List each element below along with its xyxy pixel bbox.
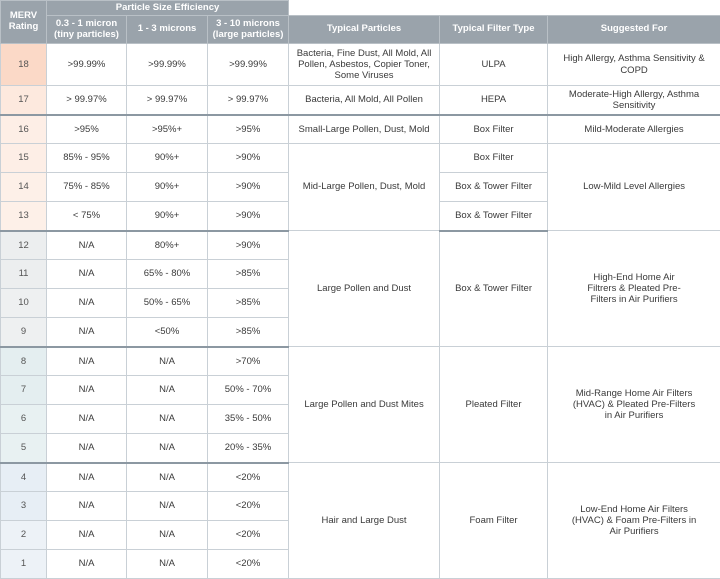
merv-rating-cell: 13: [1, 202, 47, 231]
efficiency-mid-cell: 90%+: [127, 144, 208, 173]
efficiency-mid-cell: 50% - 65%: [127, 289, 208, 318]
efficiency-tiny-cell: N/A: [47, 550, 127, 579]
typical-particles-cell: Small-Large Pollen, Dust, Mold: [289, 115, 440, 144]
efficiency-tiny-cell: N/A: [47, 318, 127, 347]
suggested-for-cell: Mild-Moderate Allergies: [548, 115, 720, 144]
typical-particles-cell: Large Pollen and Dust: [289, 231, 440, 347]
efficiency-large-cell: >85%: [208, 260, 289, 289]
efficiency-large-cell: <20%: [208, 521, 289, 550]
filter-type-cell: Pleated Filter: [440, 347, 548, 463]
merv-rating-cell: 6: [1, 405, 47, 434]
efficiency-tiny-cell: N/A: [47, 434, 127, 463]
efficiency-large-cell: > 99.97%: [208, 86, 289, 115]
efficiency-large-cell: >95%: [208, 115, 289, 144]
efficiency-large-cell: >85%: [208, 318, 289, 347]
header-spacer: [289, 1, 720, 16]
efficiency-tiny-cell: N/A: [47, 347, 127, 376]
efficiency-mid-cell: N/A: [127, 405, 208, 434]
header-particle-size-efficiency: Particle Size Efficiency: [47, 1, 289, 16]
merv-rating-cell: 11: [1, 260, 47, 289]
header-suggested-for: Suggested For: [548, 16, 720, 44]
efficiency-mid-cell: N/A: [127, 492, 208, 521]
suggested-for-cell: Low-End Home Air Filters (HVAC) & Foam Pre-Filters in Air Purifiers: [548, 463, 720, 579]
filter-type-cell: ULPA: [440, 44, 548, 86]
typical-particles-cell: Mid-Large Pollen, Dust, Mold: [289, 144, 440, 231]
efficiency-large-cell: >90%: [208, 231, 289, 260]
efficiency-mid-cell: >95%+: [127, 115, 208, 144]
filter-type-cell: Box & Tower Filter: [440, 231, 548, 347]
efficiency-large-cell: 20% - 35%: [208, 434, 289, 463]
efficiency-tiny-cell: < 75%: [47, 202, 127, 231]
efficiency-tiny-cell: N/A: [47, 463, 127, 492]
typical-particles-cell: Bacteria, All Mold, All Pollen: [289, 86, 440, 115]
merv-rating-cell: 9: [1, 318, 47, 347]
header-merv-rating: MERV Rating: [1, 1, 47, 44]
table-row: [1, 144, 720, 173]
filter-type-cell: Foam Filter: [440, 463, 548, 579]
efficiency-tiny-cell: N/A: [47, 289, 127, 318]
efficiency-mid-cell: >99.99%: [127, 44, 208, 86]
efficiency-large-cell: <20%: [208, 463, 289, 492]
efficiency-tiny-cell: N/A: [47, 231, 127, 260]
merv-rating-cell: 5: [1, 434, 47, 463]
efficiency-tiny-cell: 75% - 85%: [47, 173, 127, 202]
efficiency-mid-cell: N/A: [127, 376, 208, 405]
table-row: [1, 347, 720, 376]
suggested-for-cell: Mid-Range Home Air Filters (HVAC) & Pleated Pre-Filters in Air Purifiers: [548, 347, 720, 463]
efficiency-mid-cell: 65% - 80%: [127, 260, 208, 289]
filter-type-cell: HEPA: [440, 86, 548, 115]
header-typical-particles: Typical Particles: [289, 16, 440, 44]
merv-rating-cell: 17: [1, 86, 47, 115]
header-large-particles: 3 - 10 microns (large particles): [208, 16, 289, 44]
merv-rating-cell: 15: [1, 144, 47, 173]
merv-rating-cell: 1: [1, 550, 47, 579]
merv-rating-cell: 4: [1, 463, 47, 492]
table-row: [1, 463, 720, 492]
efficiency-mid-cell: 90%+: [127, 173, 208, 202]
efficiency-tiny-cell: N/A: [47, 492, 127, 521]
suggested-for-cell: High Allergy, Asthma Sensitivity & COPD: [548, 44, 720, 86]
merv-rating-cell: 14: [1, 173, 47, 202]
efficiency-tiny-cell: N/A: [47, 376, 127, 405]
efficiency-large-cell: >90%: [208, 173, 289, 202]
efficiency-large-cell: <20%: [208, 492, 289, 521]
table-row: [1, 86, 720, 115]
merv-rating-cell: 7: [1, 376, 47, 405]
merv-rating-cell: 8: [1, 347, 47, 376]
efficiency-large-cell: >90%: [208, 144, 289, 173]
efficiency-large-cell: 35% - 50%: [208, 405, 289, 434]
efficiency-tiny-cell: N/A: [47, 405, 127, 434]
efficiency-large-cell: >99.99%: [208, 44, 289, 86]
efficiency-large-cell: >90%: [208, 202, 289, 231]
efficiency-tiny-cell: N/A: [47, 260, 127, 289]
filter-type-cell: Box Filter: [440, 115, 548, 144]
efficiency-tiny-cell: 85% - 95%: [47, 144, 127, 173]
filter-type-cell: Box & Tower Filter: [440, 173, 548, 202]
typical-particles-cell: Bacteria, Fine Dust, All Mold, All Pollen, Asbestos, Copier Toner, Some Viruses: [289, 44, 440, 86]
efficiency-mid-cell: 80%+: [127, 231, 208, 260]
suggested-for-cell: Moderate-High Allergy, Asthma Sensitivity: [548, 86, 720, 115]
filter-type-cell: Box Filter: [440, 144, 548, 173]
efficiency-tiny-cell: >99.99%: [47, 44, 127, 86]
efficiency-large-cell: >85%: [208, 289, 289, 318]
header-tiny-particles: 0.3 - 1 micron (tiny particles): [47, 16, 127, 44]
efficiency-large-cell: <20%: [208, 550, 289, 579]
efficiency-mid-cell: > 99.97%: [127, 86, 208, 115]
merv-rating-cell: 18: [1, 44, 47, 86]
table-row: [1, 44, 720, 86]
efficiency-tiny-cell: >95%: [47, 115, 127, 144]
typical-particles-cell: Hair and Large Dust: [289, 463, 440, 579]
efficiency-mid-cell: 90%+: [127, 202, 208, 231]
efficiency-large-cell: >70%: [208, 347, 289, 376]
merv-rating-cell: 12: [1, 231, 47, 260]
efficiency-mid-cell: N/A: [127, 550, 208, 579]
typical-particles-cell: Large Pollen and Dust Mites: [289, 347, 440, 463]
efficiency-mid-cell: <50%: [127, 318, 208, 347]
merv-rating-cell: 2: [1, 521, 47, 550]
suggested-for-cell: High-End Home Air Filtrers & Pleated Pre-Filters in Air Purifiers: [548, 231, 720, 347]
efficiency-mid-cell: N/A: [127, 463, 208, 492]
merv-rating-cell: 10: [1, 289, 47, 318]
merv-rating-cell: 3: [1, 492, 47, 521]
efficiency-tiny-cell: N/A: [47, 521, 127, 550]
filter-type-cell: Box & Tower Filter: [440, 202, 548, 231]
header-typical-filter-type: Typical Filter Type: [440, 16, 548, 44]
header-mid-particles: 1 - 3 microns: [127, 16, 208, 44]
efficiency-mid-cell: N/A: [127, 347, 208, 376]
table-row: [1, 115, 720, 144]
efficiency-mid-cell: N/A: [127, 434, 208, 463]
table-row: [1, 231, 720, 260]
efficiency-mid-cell: N/A: [127, 521, 208, 550]
suggested-for-cell: Low-Mild Level Allergies: [548, 144, 720, 231]
efficiency-tiny-cell: > 99.97%: [47, 86, 127, 115]
merv-rating-cell: 16: [1, 115, 47, 144]
efficiency-large-cell: 50% - 70%: [208, 376, 289, 405]
